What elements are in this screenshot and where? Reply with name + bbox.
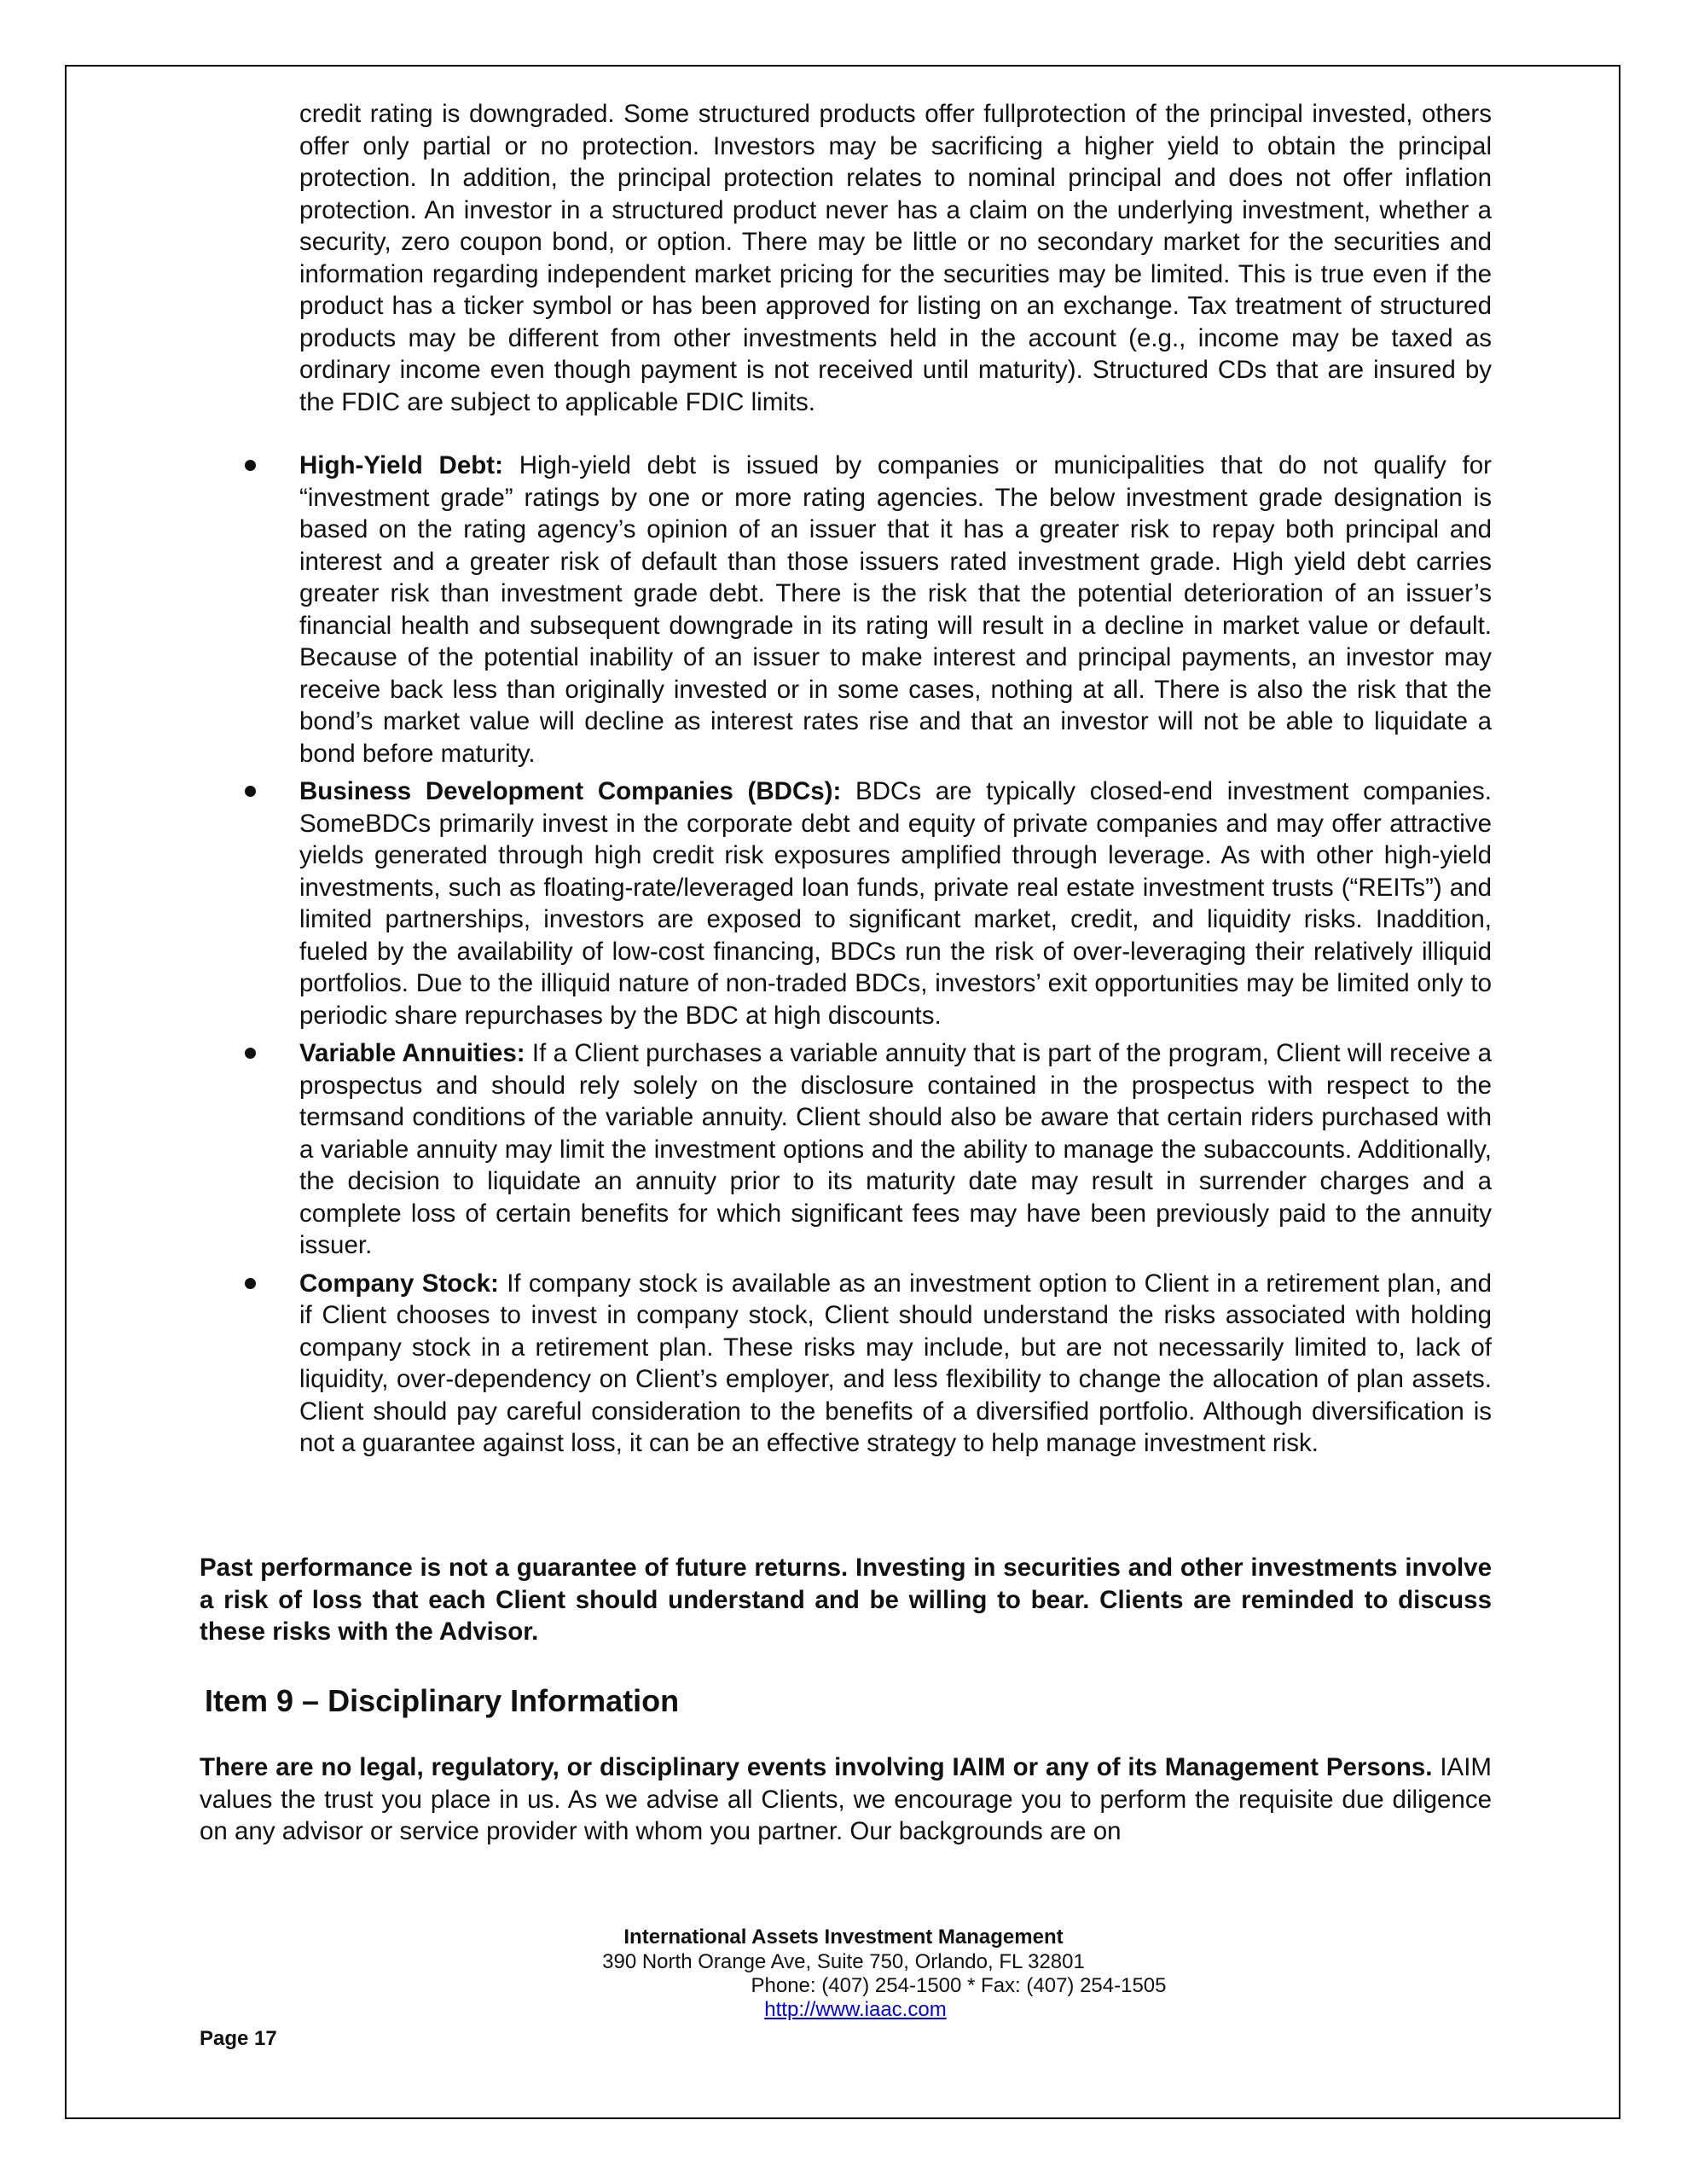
footer-address: 390 North Orange Ave, Suite 750, Orlando, FL 32801 (602, 1950, 1085, 1973)
footer-website-link[interactable]: http://www.iaac.com (764, 1998, 947, 2021)
bullet-variable-annuities (299, 1037, 1492, 1262)
bullet-term: Variable Annuities: (299, 1039, 525, 1067)
bullet-dot-icon (245, 1278, 256, 1289)
page-number: Page 17 (200, 2027, 277, 2050)
past-performance-notice: Past performance is not a guarantee of future returns. Investing in securities and other investments involve a risk of loss that each Client should understand and be willing to bear. Clients are reminded to discuss these risks with the Advisor. (200, 1554, 1492, 1646)
disciplinary-text: IAIM values the trust you place in us. As we advise all Clients, we encourage you to perform the requisite due diligence on any advisor or service provider with whom you partner. Our backgrounds are on (200, 1753, 1492, 1845)
bullet-dot-icon (245, 1048, 256, 1059)
footer-url-row (12, 1998, 1687, 2022)
bullet-company-stock (299, 1268, 1492, 1460)
disciplinary-paragraph (200, 1751, 1492, 1848)
bullet-term: Business Development Companies (BDCs): (299, 777, 842, 805)
footer-company-name: International Assets Investment Management (623, 1926, 1064, 1949)
bullet-dot-icon (245, 460, 256, 471)
bullet-text: If company stock is available as an investment option to Client in a retirement plan, and if Client chooses to invest in company stock, Client should understand the risks associated with holding company stock in a retirement plan. These risks may include, but are not necessarily limited to, lack of liquidity, over-dependency on Client’s employer, and less flexibility to change the allocation of plan assets. Client should pay careful consideration to the benefits of a diversified portfolio. Although diversification is not a guarantee against loss, it can be an effective strategy to help manage investment risk. (299, 1269, 1492, 1457)
continued-paragraph: credit rating is downgraded. Some structured products offer fullprotection of the principal invested, others offer only partial or no protection. Investors may be sacrificing a higher yield to obtain the principal protection. In addition, the principal protection relates to nominal principal and does not offer inflation protection. An investor in a structured product never has a claim on the underlying investment, whether a security, zero coupon bond, or option. There may be little or no secondary market for the securities and information regarding independent market pricing for the securities may be limited. This is true even if the product has a ticker symbol or has been approved for listing on an exchange. Tax treatment of structured products may be different from other investments held in the account (e.g., income may be taxed as ordinary income even though payment is not received until maturity). Structured CDs that are insured by the FDIC are subject to applicable FDIC limits. (299, 100, 1492, 416)
section-heading-item-9: Item 9 – Disciplinary Information (205, 1683, 680, 1718)
bullet-term: Company Stock: (299, 1269, 499, 1298)
footer-phone: Phone: (407) 254-1500 * Fax: (407) 254-1505 (751, 1974, 1167, 1997)
bullet-text: BDCs are typically closed-end investment companies. SomeBDCs primarily invest in the corporate debt and equity of private companies and may offer attractive yields generated through high credit risk exposures amplified through leverage. As with other high-yield investments, such as floating-rate/leveraged loan funds, private real estate investment trusts (“REITs”) and limited partnerships, investors are exposed to significant market, credit, and liquidity risks. Inaddition, fueled by the availability of low-cost financing, BDCs run the risk of over-leveraging their relatively illiquid portfolios. Due to the illiquid nature of non-traded BDCs, investors’ exit opportunities may be limited only to periodic share repurchases by the BDC at high discounts. (299, 777, 1492, 1030)
bullet-text: If a Client purchases a variable annuity that is part of the program, Client will receive a prospectus and should rely solely on the disclosure contained in the prospectus with respect to the termsand conditions of the variable annuity. Client should also be aware that certain riders purchased with a variable annuity may limit the investment options and the ability to manage the subaccounts. Additionally, the decision to liquidate an annuity prior to its maturity date may result in surrender charges and a complete loss of certain benefits for which significant fees may have been previously paid to the annuity issuer. (299, 1039, 1493, 1259)
bullet-dot-icon (245, 786, 256, 797)
bullet-term: High-Yield Debt: (299, 451, 503, 479)
bullet-high-yield-debt (299, 450, 1492, 770)
bullet-bdcs (299, 775, 1492, 1031)
bullet-text: High-yield debt is issued by companies or municipalities that do not qualify for “investment grade” ratings by one or more rating agencies. The below investment grade designation is based on the rating agency’s opinion of an issuer that it has a greater risk to repay both principal and interest and a greater risk of default than those issuers rated investment grade. High yield debt carries greater risk than investment grade debt. There is the risk that the potential deterioration of an issuer’s financial health and subsequent downgrade in its rating will result in a decline in market value or default. Because of the potential inability of an issuer to make interest and principal payments, an investor may receive back less than originally invested or in some cases, nothing at all. There is also the risk that the bond’s market value will decline as interest rates rise and that an investor will not be able to liquidate a bond before maturity. (299, 451, 1492, 768)
risk-bullet-list (299, 450, 1492, 1466)
disciplinary-bold-lead: There are no legal, regulatory, or disciplinary events involving IAIM or any of its Management Persons. (200, 1753, 1433, 1781)
